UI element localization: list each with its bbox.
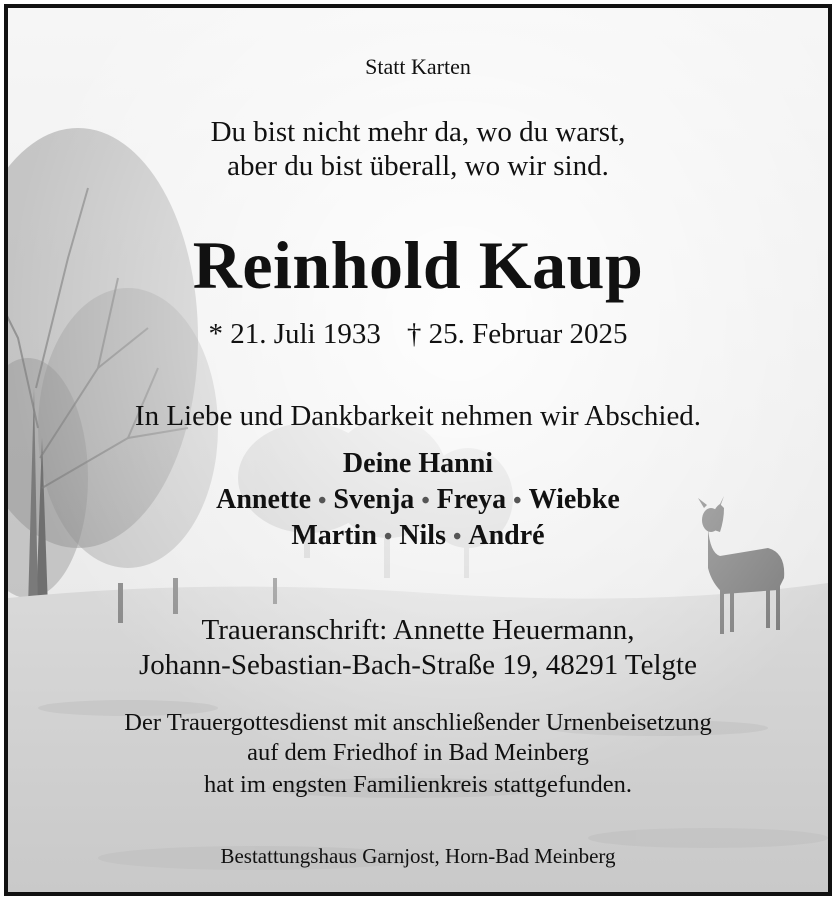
separator-dot: • (421, 488, 430, 514)
family-member: Wiebke (528, 484, 620, 515)
family-line-2 (8, 484, 828, 516)
quote-line-1: Du bist nicht mehr da, wo du warst, (210, 116, 626, 148)
farewell-text: In Liebe und Dankbarkeit nehmen wir Abschied. (134, 400, 702, 432)
service-line-2: auf dem Friedhof in Bad Meinberg (247, 739, 589, 766)
separator-dot: • (452, 524, 462, 550)
separator-dot: • (383, 524, 393, 550)
funeral-home: Bestattungshaus Garnjost, Horn-Bad Meinberg (220, 844, 616, 868)
life-dates (8, 318, 828, 351)
family-member: Nils (399, 520, 446, 551)
obituary-frame (4, 4, 832, 896)
address-line-1: Traueranschrift: Annette Heuermann, (201, 614, 635, 646)
service-line-1: Der Trauergottesdienst mit anschließender Urnenbeisetzung (124, 709, 712, 736)
service-line-3: hat im engsten Familienkreis stattgefunden. (204, 771, 632, 798)
birth-date: * 21. Juli 1933 (208, 318, 381, 350)
deceased-name: Reinhold Kaup (192, 227, 644, 303)
death-date: † 25. Februar 2025 (406, 318, 628, 350)
family-line-1: Deine Hanni (342, 448, 494, 479)
family-member: Annette (216, 484, 311, 515)
family-line-3 (8, 520, 828, 552)
obituary-content (8, 8, 828, 892)
address-line-2: Johann-Sebastian-Bach-Straße 19, 48291 Telgte (139, 649, 697, 681)
family-member: André (468, 520, 545, 551)
family-member: Svenja (333, 484, 415, 515)
header-label: Statt Karten (365, 54, 471, 79)
separator-dot: • (513, 488, 522, 514)
separator-dot: • (318, 488, 327, 514)
quote-line-2: aber du bist überall, wo wir sind. (227, 150, 609, 182)
family-member: Martin (291, 520, 377, 551)
family-member: Freya (436, 484, 507, 515)
